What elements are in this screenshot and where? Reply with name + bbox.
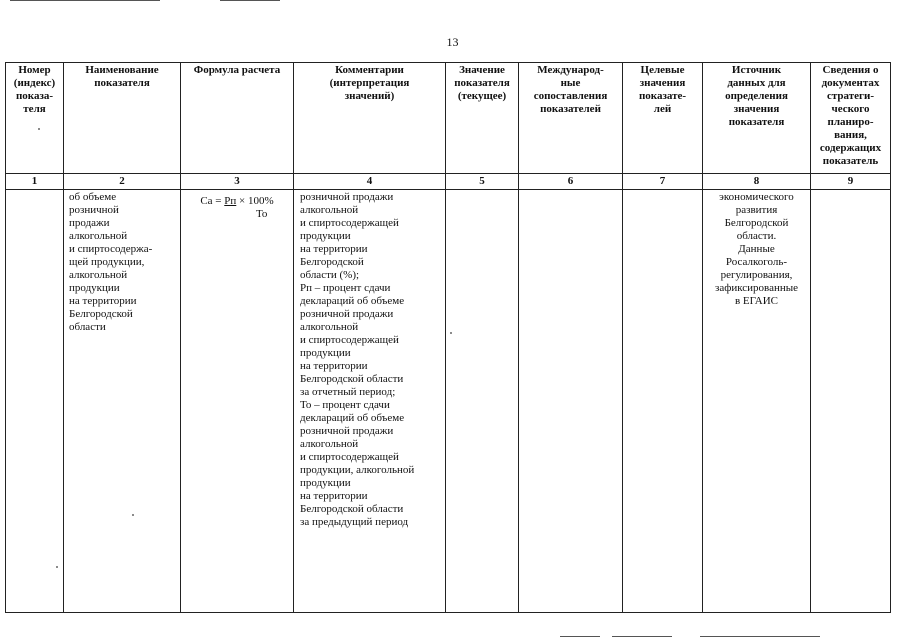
text-line: Номер <box>18 64 51 76</box>
scan-artifact-top-mid <box>220 0 280 1</box>
scan-artifact-bottom-right-2 <box>700 636 820 637</box>
cell-indicator-name <box>64 190 181 613</box>
text-line: продукции <box>300 477 351 489</box>
text-line: розничной продажи <box>300 191 394 203</box>
text-line: и спиртосодержащей <box>300 451 399 463</box>
text-line: Pп – процент сдачи <box>300 282 391 294</box>
cell-strategic-docs <box>811 190 891 613</box>
text-line: продукции <box>69 282 120 294</box>
cell-formula <box>181 190 294 613</box>
text-line: Белгородской области <box>300 503 404 515</box>
col-number: 4 <box>294 174 446 190</box>
text-line: Наименование <box>85 64 159 76</box>
col-number: 2 <box>64 174 181 190</box>
text-line: показателей <box>540 103 601 115</box>
text-line: показателя <box>454 77 510 89</box>
scan-speck <box>38 128 40 130</box>
text-line: на территории <box>300 243 368 255</box>
cell-source <box>703 190 811 613</box>
text-line: на территории <box>69 295 137 307</box>
text-line: зафиксированные <box>714 282 799 294</box>
cell-international <box>519 190 623 613</box>
text-line: Целевые <box>640 64 685 76</box>
header-col-8 <box>703 63 811 174</box>
scan-artifact-bottom-mid <box>560 636 600 637</box>
text-line: Комментарии <box>335 64 404 76</box>
cell-comment <box>294 190 446 613</box>
text-line: ные <box>560 77 581 89</box>
text-line: продажи <box>69 217 110 229</box>
text-line: документах <box>821 77 880 89</box>
text-line: То – процент сдачи <box>300 399 390 411</box>
text-line: деклараций об объеме <box>300 295 405 307</box>
text-line: на территории <box>300 360 368 372</box>
text-line: лей <box>653 103 672 115</box>
text-line: алкогольной <box>69 230 128 242</box>
column-number-row <box>6 174 891 190</box>
header-col-5 <box>446 63 519 174</box>
text-line: показателя <box>94 77 150 89</box>
col-number: 5 <box>446 174 519 190</box>
text-line: Международ- <box>537 64 604 76</box>
text-line: продукции <box>300 230 351 242</box>
header-col-1 <box>6 63 64 174</box>
text-line: показателя <box>728 116 785 128</box>
text-line: Формула расчета <box>193 64 281 76</box>
header-col-9 <box>811 63 891 174</box>
text-line: продукции <box>300 347 351 359</box>
formula-denominator: То <box>256 208 268 220</box>
text-line: за предыдущий период <box>300 516 409 528</box>
formula <box>184 191 290 221</box>
col-number: 1 <box>6 174 64 190</box>
formula-numerator: Pп <box>224 195 237 207</box>
col-number: 9 <box>811 174 891 190</box>
text-line: и спиртосодержащей <box>300 217 399 229</box>
header-col-2 <box>64 63 181 174</box>
cell-current-value <box>446 190 519 613</box>
text-line: (интерпретация <box>329 77 410 89</box>
text-line: ческого <box>831 103 870 115</box>
col-number: 8 <box>703 174 811 190</box>
formula-rest: × 100% <box>236 195 274 207</box>
text-line: алкогольной <box>300 204 359 216</box>
text-line: области. <box>736 230 777 242</box>
text-line: в ЕГАИС <box>734 295 779 307</box>
indicator-table <box>5 62 891 613</box>
text-line: показа- <box>15 90 54 102</box>
scan-speck <box>132 514 134 516</box>
text-line: Белгородской области <box>300 373 404 385</box>
col-number: 6 <box>519 174 623 190</box>
text-line: экономического <box>719 191 794 203</box>
cell-target <box>623 190 703 613</box>
text-line: деклараций об объеме <box>300 412 405 424</box>
text-line: Белгородской <box>724 217 789 229</box>
header-row <box>6 63 891 174</box>
text-line: вания, <box>834 129 867 141</box>
text-line: (текущее) <box>457 90 507 102</box>
text-line: об объеме <box>69 191 117 203</box>
text-line: и спиртосодержащей <box>300 334 399 346</box>
text-line: Данные <box>738 243 775 255</box>
formula-lhs: Cа = <box>200 195 225 207</box>
page-number: 13 <box>446 35 459 49</box>
text-line: продукции, алкогольной <box>300 464 415 476</box>
table-row <box>6 190 891 613</box>
text-line: Значение <box>459 64 505 76</box>
text-line: сопоставления <box>533 90 608 102</box>
text-line: значения <box>733 103 780 115</box>
text-line: регулирования, <box>720 269 793 281</box>
text-line: алкогольной <box>300 321 359 333</box>
text-line: розничной продажи <box>300 308 394 320</box>
text-line: за отчетный период; <box>300 386 396 398</box>
text-line: значения <box>639 77 686 89</box>
text-line: показатель <box>822 155 879 167</box>
text-line: планиро- <box>827 116 874 128</box>
text-line: значений) <box>344 90 395 102</box>
text-line: Источник <box>731 64 782 76</box>
col-number: 3 <box>181 174 294 190</box>
text-line: стратеги- <box>826 90 875 102</box>
cell-index <box>6 190 64 613</box>
scan-speck <box>450 332 452 334</box>
header-col-7 <box>623 63 703 174</box>
text-line: Росалкоголь- <box>725 256 788 268</box>
header-col-3 <box>181 63 294 174</box>
text-line: (индекс) <box>13 77 56 89</box>
text-line: области <box>69 321 106 333</box>
text-line: алкогольной <box>69 269 128 281</box>
text-line: алкогольной <box>300 438 359 450</box>
col-number: 7 <box>623 174 703 190</box>
text-line: и спиртосодержа- <box>69 243 153 255</box>
scan-artifact-top-left <box>10 0 160 1</box>
text-line: области (%); <box>300 269 360 281</box>
text-line: теля <box>23 103 46 115</box>
text-line: щей продукции, <box>69 256 145 268</box>
text-line: розничной продажи <box>300 425 394 437</box>
text-line: Белгородской <box>69 308 133 320</box>
scan-speck <box>56 566 58 568</box>
scan-artifact-bottom-right <box>612 636 672 637</box>
text-line: на территории <box>300 490 368 502</box>
text-line: показате- <box>638 90 687 102</box>
text-line: содержащих <box>819 142 882 154</box>
text-line: Белгородской <box>300 256 364 268</box>
header-col-4 <box>294 63 446 174</box>
text-line: Сведения о <box>822 64 879 76</box>
text-line: розничной <box>69 204 119 216</box>
text-line: развития <box>735 204 778 216</box>
text-line: определения <box>725 90 788 102</box>
text-line: данных для <box>727 77 786 89</box>
header-col-6 <box>519 63 623 174</box>
